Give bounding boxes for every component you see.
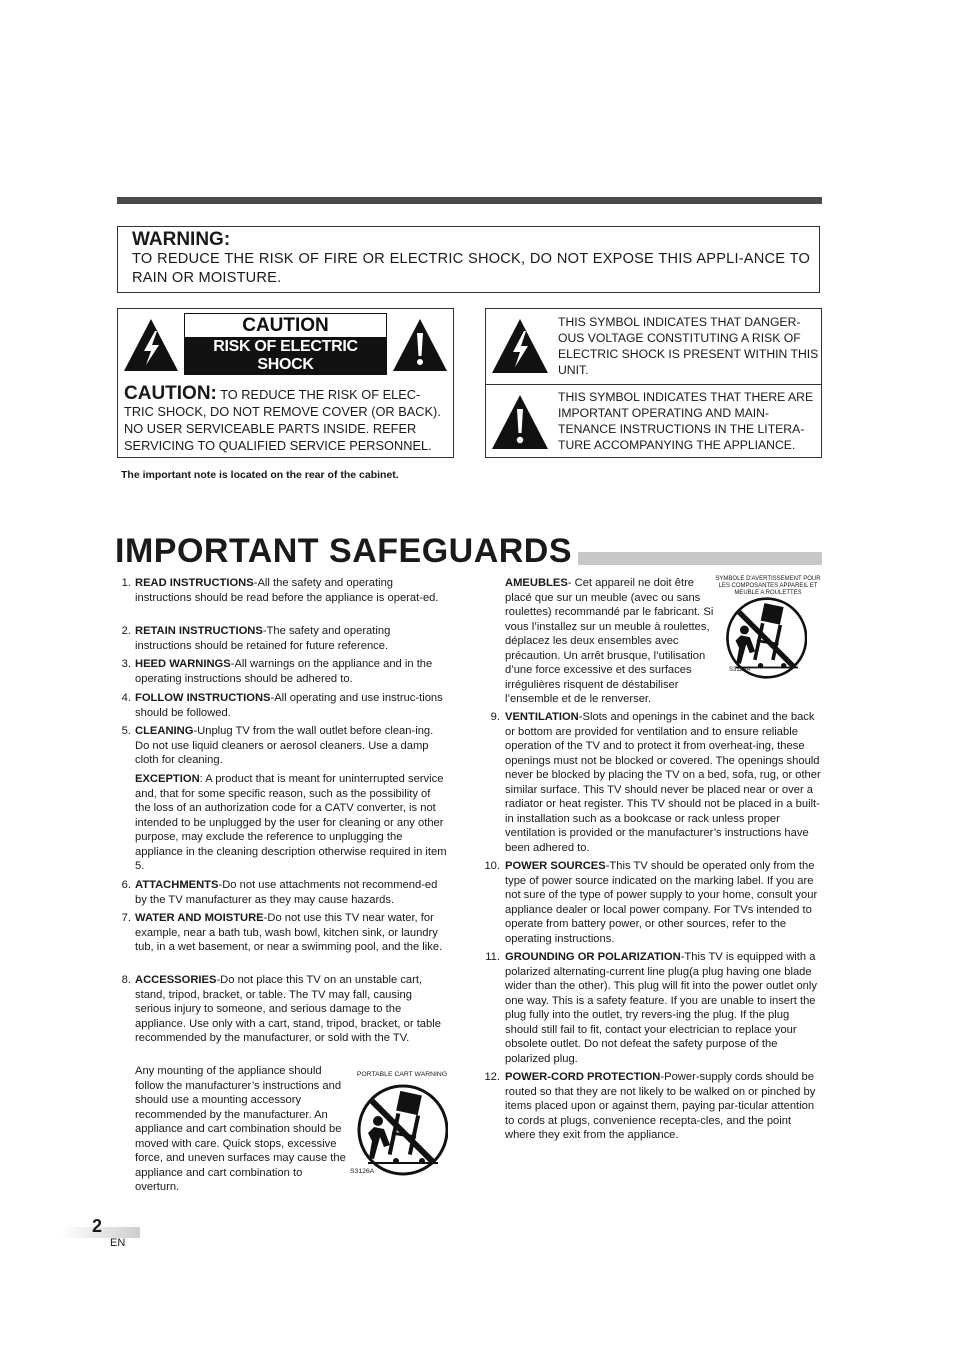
- caution-label-title: CAUTION: [185, 314, 386, 337]
- item-title: POWER-CORD PROTECTION: [505, 1071, 661, 1083]
- item-text: -The safety and operating instructions should be retained for future reference.: [135, 625, 391, 652]
- item-title: WATER AND MOISTURE: [135, 912, 264, 924]
- ameubles-body: - Cet appareil ne doit être placé que sur un meuble (avec ou sans roulettes) recommandé par le fabricant. Si vous l’installez sur un meuble à roulettes, déplacez les deux ensembles avec précaution. Un arrêt brusque, l’utilisation d’une force excessive et des surfaces irrégulières risquent de déstabiliser l’ensemble et de le renverser.: [505, 577, 714, 705]
- item-number: 8.: [121, 974, 131, 986]
- item-text: : A product that is meant for uninterrupted service and, that for some specific reason, such as the possibility of the loss of an authorization code for a CATV converter, is not intended to be unplugged by the user for cleaning or any other purpose, may exclude the reference to unplugging the appliance in the cleaning description otherwise required in item 5.: [135, 773, 447, 872]
- warning-title: WARNING:: [132, 229, 231, 250]
- cart-label: PORTABLE CART WARNING: [356, 1071, 448, 1078]
- caution-label-line1: RISK OF ELECTRIC SHOCK: [213, 338, 358, 373]
- ameubles-text: [505, 576, 720, 707]
- warning-text: TO REDUCE THE RISK OF FIRE OR ELECTRIC SHOCK, DO NOT EXPOSE THIS APPLI-ANCE TO RAIN OR MOISTURE.: [132, 251, 810, 286]
- warning-box: [117, 226, 820, 293]
- item-number: 1.: [121, 577, 131, 589]
- caution-text-body: TO REDUCE THE RISK OF ELEC-TRIC SHOCK, DO NOT REMOVE COVER (OR BACK). NO USER SERVICEABLE PARTS INSIDE. REFER SERVICING TO QUALIFIED SERVICE PERSONNEL.: [124, 387, 441, 453]
- item-title: FOLLOW INSTRUCTIONS: [135, 692, 271, 704]
- item-text: -Do not place this TV on an unstable cart, stand, tripod, bracket, or table. The TV may fall, causing serious injury to someone, and serious damage to the appliance. Use only with a cart, stand, tripod, bracket, or table recommended by the manufacturer, or sold with the TV.: [135, 974, 441, 1044]
- item-number: 6.: [121, 879, 131, 891]
- item-number: 3.: [121, 658, 131, 670]
- symbol-row-lightning: [486, 309, 821, 385]
- item-text: -All warnings on the appliance and in the operating instructions should be adhered to.: [135, 658, 433, 685]
- item-number: 11.: [485, 951, 500, 963]
- page-number: 2: [92, 1216, 103, 1236]
- item-number: 4.: [121, 692, 131, 704]
- ameubles-title: AMEUBLES: [505, 577, 568, 589]
- caution-text-lead: CAUTION:: [124, 383, 217, 404]
- lightning-symbol-text: THIS SYMBOL INDICATES THAT DANGER-OUS VOLTAGE CONSTITUTING A RISK OF ELECTRIC SHOCK IS PRESENT WITHIN THIS UNIT.: [558, 315, 819, 377]
- item8-mounting-text: Any mounting of the appliance should follow the manufacturer’s instructions and should use a mounting accessory recommended by the manufacturer. An appliance and cart combination should be moved with care. Quick stops, excessive force, and uneven surfaces may cause the appliance and cart combination to overturn.: [135, 1065, 346, 1193]
- item-text: -All operating and use instruc-tions should be followed.: [135, 692, 443, 719]
- portable-cart-warning: [350, 1071, 452, 1175]
- lightning-triangle-icon: [490, 317, 550, 375]
- item-title: VENTILATION: [505, 711, 579, 723]
- symbol-box: [485, 308, 822, 458]
- item-title: POWER SOURCES: [505, 860, 606, 872]
- list-item: [115, 576, 450, 606]
- cart-code: S3126A: [350, 1168, 375, 1175]
- lightning-triangle-icon: [122, 317, 180, 373]
- exclamation-symbol-text: THIS SYMBOL INDICATES THAT THERE ARE IMPORTANT OPERATING AND MAIN-TENANCE INSTRUCTIONS IN THE LITERA-TURE ACCOMPANYING THE APPLIANCE.: [558, 390, 814, 452]
- caution-box: [117, 308, 454, 458]
- item-title: CLEANING: [135, 725, 194, 737]
- item-title: EXCEPTION: [135, 773, 200, 785]
- item-text: -Do not use this TV near water, for example, near a bath tub, wash bowl, kitchen sink, or laundry tub, in a wet basement, or near a swimming pool, and the like.: [135, 912, 443, 953]
- item-text: -All the safety and operating instructions should be read before the appliance is operat-ed.: [135, 577, 439, 604]
- tipping-cart-icon: [354, 1083, 448, 1177]
- item-title: READ INSTRUCTIONS: [135, 577, 254, 589]
- caution-text: [124, 385, 450, 454]
- cart-warning-fr: [715, 576, 821, 673]
- item-text: -Slots and openings in the cabinet and the back or bottom are provided for ventilation and to ensure reliable operation of the TV and to protect it from overheat-ing, these openings must not be blocked or covered. The openings should never be blocked by placing the TV on a bed, sofa, rug, or other similar surface. This TV should never be placed near or over a radiator or heat register. This TV should not be placed in a built-in installation such as a bookcase or rack unless proper ventilation is provided or the manufacturer’s instructions have been adhered to.: [505, 711, 821, 854]
- item-number: 10.: [484, 860, 500, 872]
- item-title: HEED WARNINGS: [135, 658, 231, 670]
- item-title: ACCESSORIES: [135, 974, 217, 986]
- item-number: 12.: [484, 1071, 500, 1083]
- caution-label-body: [185, 337, 386, 391]
- cabinet-note: The important note is located on the rear of the cabinet.: [121, 469, 399, 481]
- item-number: 5.: [121, 725, 131, 737]
- item-text: -Unplug TV from the wall outlet before clean-ing. Do not use liquid cleaners or aerosol cleaners. Use a damp cloth for cleaning.: [135, 725, 434, 766]
- caution-label-line2: DO NOT OPEN: [231, 374, 340, 391]
- item-number: 2.: [121, 625, 131, 637]
- item-title: ATTACHMENTS: [135, 879, 219, 891]
- top-rule: [117, 197, 822, 204]
- item-number: 9.: [490, 711, 500, 723]
- exclamation-triangle-icon: [391, 317, 449, 373]
- cart-code-fr: S3126A: [729, 667, 751, 673]
- cart-label-fr: SYMBOLE D'AVERTISSEMENT POUR LES COMPOSANTES APPAREIL ET MEUBLE A ROULETTES: [715, 576, 821, 596]
- item-title: GROUNDING OR POLARIZATION: [505, 951, 681, 963]
- item-text: -Do not use attachments not recommend-ed by the TV manufacturer as they may cause hazards.: [135, 879, 438, 906]
- item-text: -This TV is equipped with a polarized alternating-current line plug(a plug having one blade wider than the other). This plug will fit into the power outlet only one way. This is a safety feature. If you are unable to insert the plug fully into the outlet, try revers-ing the plug. If the plug should still fail to fit, contact your electrician to replace your obsolete outlet. Do not defeat the safety purpose of the polarized plug.: [505, 951, 817, 1065]
- item-number: 7.: [121, 912, 131, 924]
- exclamation-triangle-icon: [490, 393, 550, 451]
- item-text: -Power-supply cords should be routed so that they are not likely to be walked on or pinched by items placed upon or against them, paying par-ticular attention to cords at plugs, convenience recepta-cles, and the point where they exit from the appliance.: [505, 1071, 816, 1141]
- item-text: -This TV should be operated only from the type of power source indicated on the marking label. If you are not sure of the type of power supply to your home, consult your appliance dealer or local power company. For TVs intended to operate from battery power, or other sources, refer to the operating instructions.: [505, 860, 818, 945]
- caution-label: [184, 313, 387, 391]
- page-title: IMPORTANT SAFEGUARDS: [115, 531, 578, 571]
- item-title: RETAIN INSTRUCTIONS: [135, 625, 263, 637]
- language-code: EN: [110, 1237, 126, 1249]
